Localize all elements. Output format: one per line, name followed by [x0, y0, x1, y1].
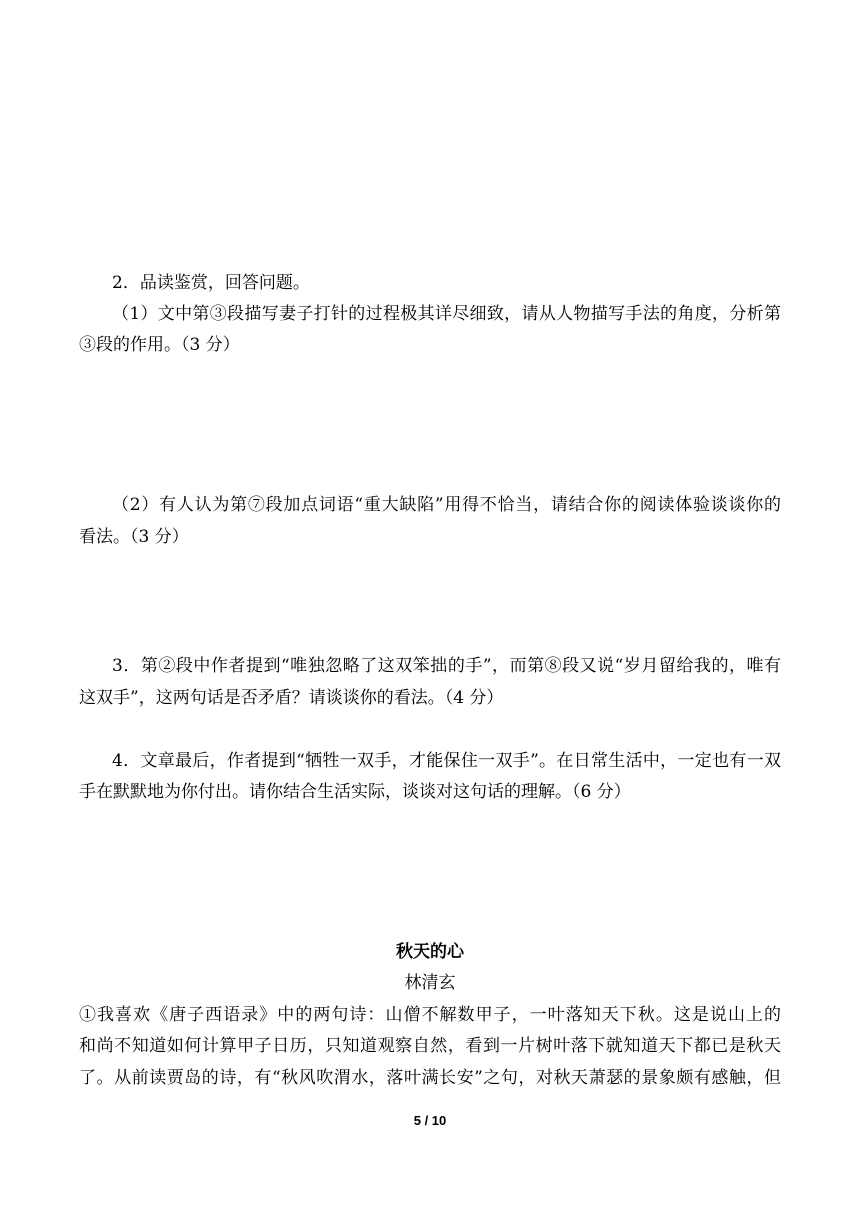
article-paragraph-1-line-2: 和尚不知道如何计算甲子日历，只知道观察自然，看到一片树叶落下就知道天下都已是秋天	[79, 1036, 781, 1056]
article-paragraph-1-line-1: ①我喜欢《唐子西语录》中的两句诗：山僧不解数甲子，一叶落知天下秋。这是说山上的	[79, 1005, 781, 1025]
article-title: 秋天的心	[396, 942, 464, 962]
question-4-line-2: 手在默默地为你付出。请你结合生活实际，谈谈对这句话的理解。（6 分）	[79, 782, 631, 802]
question-2-2-line-2: 看法。（3 分）	[79, 527, 189, 547]
question-3-line-1: 3．第②段中作者提到“唯独忽略了这双笨拙的手”，而第⑧段又说“岁月留给我的，唯有	[112, 656, 781, 676]
article-author: 林清玄	[404, 973, 456, 993]
article-paragraph-1-line-3: 了。从前读贾岛的诗，有“秋风吹渭水，落叶满长安”之句，对秋天萧瑟的景象颇有感触，但	[79, 1068, 781, 1088]
page-number: 5 / 10	[413, 1113, 447, 1128]
question-2-1-line-1: （1）文中第③段描写妻子打针的过程极其详尽细致，请从人物描写手法的角度，分析第	[112, 304, 781, 324]
question-3-line-2: 这双手”，这两句话是否矛盾？请谈谈你的看法。（4 分）	[79, 688, 504, 708]
question-2-2-line-1: （2）有人认为第⑦段加点词语“重大缺陷”用得不恰当，请结合你的阅读体验谈谈你的	[112, 495, 781, 515]
question-2-1-line-2: ③段的作用。（3 分）	[79, 335, 240, 355]
question-4-line-1: 4．文章最后，作者提到“牺牲一双手，才能保住一双手”。在日常生活中，一定也有一双	[112, 751, 781, 771]
question-2-heading: 2．品读鉴赏，回答问题。	[112, 273, 310, 293]
